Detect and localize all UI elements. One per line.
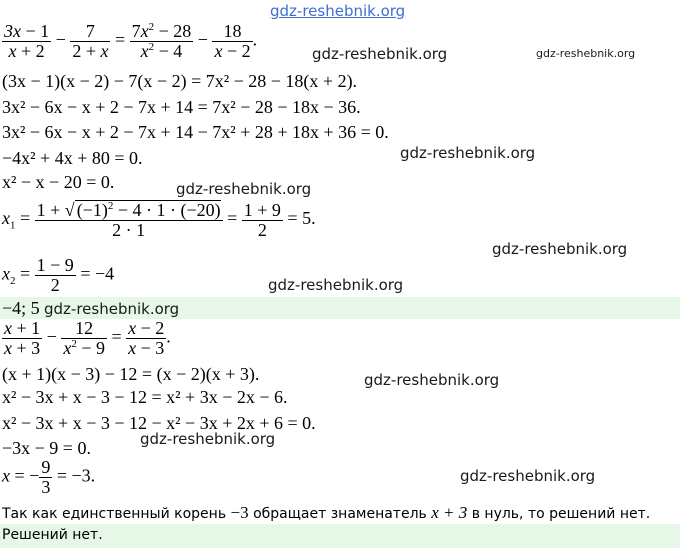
equation-line-4: 3x² − 6x − x + 2 − 7x + 14 − 7x² + 28 + 18x + 36 = 0. [2,122,389,142]
equation2-solution: x = − $\frac{9}{3}$ = −3. [2,457,96,497]
watermark: gdz-reshebnik.org [176,180,312,198]
equation-line-2: (3x − 1)(x − 2) − 7(x − 2) = 7x² − 28 − 18(x + 2). [2,71,358,91]
equation2-line-4: x² − 3x + x − 3 − 12 − x² − 3x + 2x + 6 = 0. [2,413,316,433]
equation-line-1: $\frac{3x - 1}{x + 2}$ − $\frac{7}{2 + x}$ = $\frac{7x^2 - 28}{x^2 - 4}$ − $\frac{18}{x - 2}$ . [4,21,258,61]
equation-line-5: −4x² + 4x + 80 = 0. [2,148,143,168]
watermark-top[interactable]: gdz-reshebnik.org [270,2,406,20]
watermark: gdz-reshebnik.org [536,47,636,60]
watermark: gdz-reshebnik.org [364,371,500,389]
watermark: gdz-reshebnik.org [460,467,596,485]
equation-x2: $x_2$ = $\frac{1 - 9}{2}$ = −4 [2,255,115,295]
explanation-text: Так как единственный корень −3 обращает знаменатель x + 3 в нуль, то решений нет. [2,503,651,522]
answer-1: −4; 5 [2,298,40,318]
equation2-line-5: −3x − 9 = 0. [2,438,91,458]
equation2-line-1: $\frac{x + 1}{x + 3}$ − $\frac{12}{x^2 - 9}$ = $\frac{x - 2}{x - 3}$ . [4,318,171,358]
watermark: gdz-reshebnik.org [312,45,448,63]
watermark: gdz-reshebnik.org [140,430,276,448]
watermark: gdz-reshebnik.org [400,144,536,162]
watermark: gdz-reshebnik.org [44,300,180,318]
watermark: gdz-reshebnik.org [268,276,404,294]
watermark: gdz-reshebnik.org [492,240,628,258]
equation-line-6: x² − x − 20 = 0. [2,172,115,192]
equation2-line-3: x² − 3x + x − 3 − 12 = x² + 3x − 2x − 6. [2,387,288,407]
answer-2: Решений нет. [2,527,103,543]
equation-line-3: 3x² − 6x − x + 2 − 7x + 14 = 7x² − 28 − 18x − 36. [2,97,361,117]
equation2-line-2: (x + 1)(x − 3) − 12 = (x − 2)(x + 3). [2,364,260,384]
equation-x1: $x_1$ = $\frac{1 + √ (-1)^2 - 4 \cdot 1 \cdot (-20)}{2 \cdot 1}$ = $\frac{1 + 9}{2}$ = 5. [2,199,316,240]
